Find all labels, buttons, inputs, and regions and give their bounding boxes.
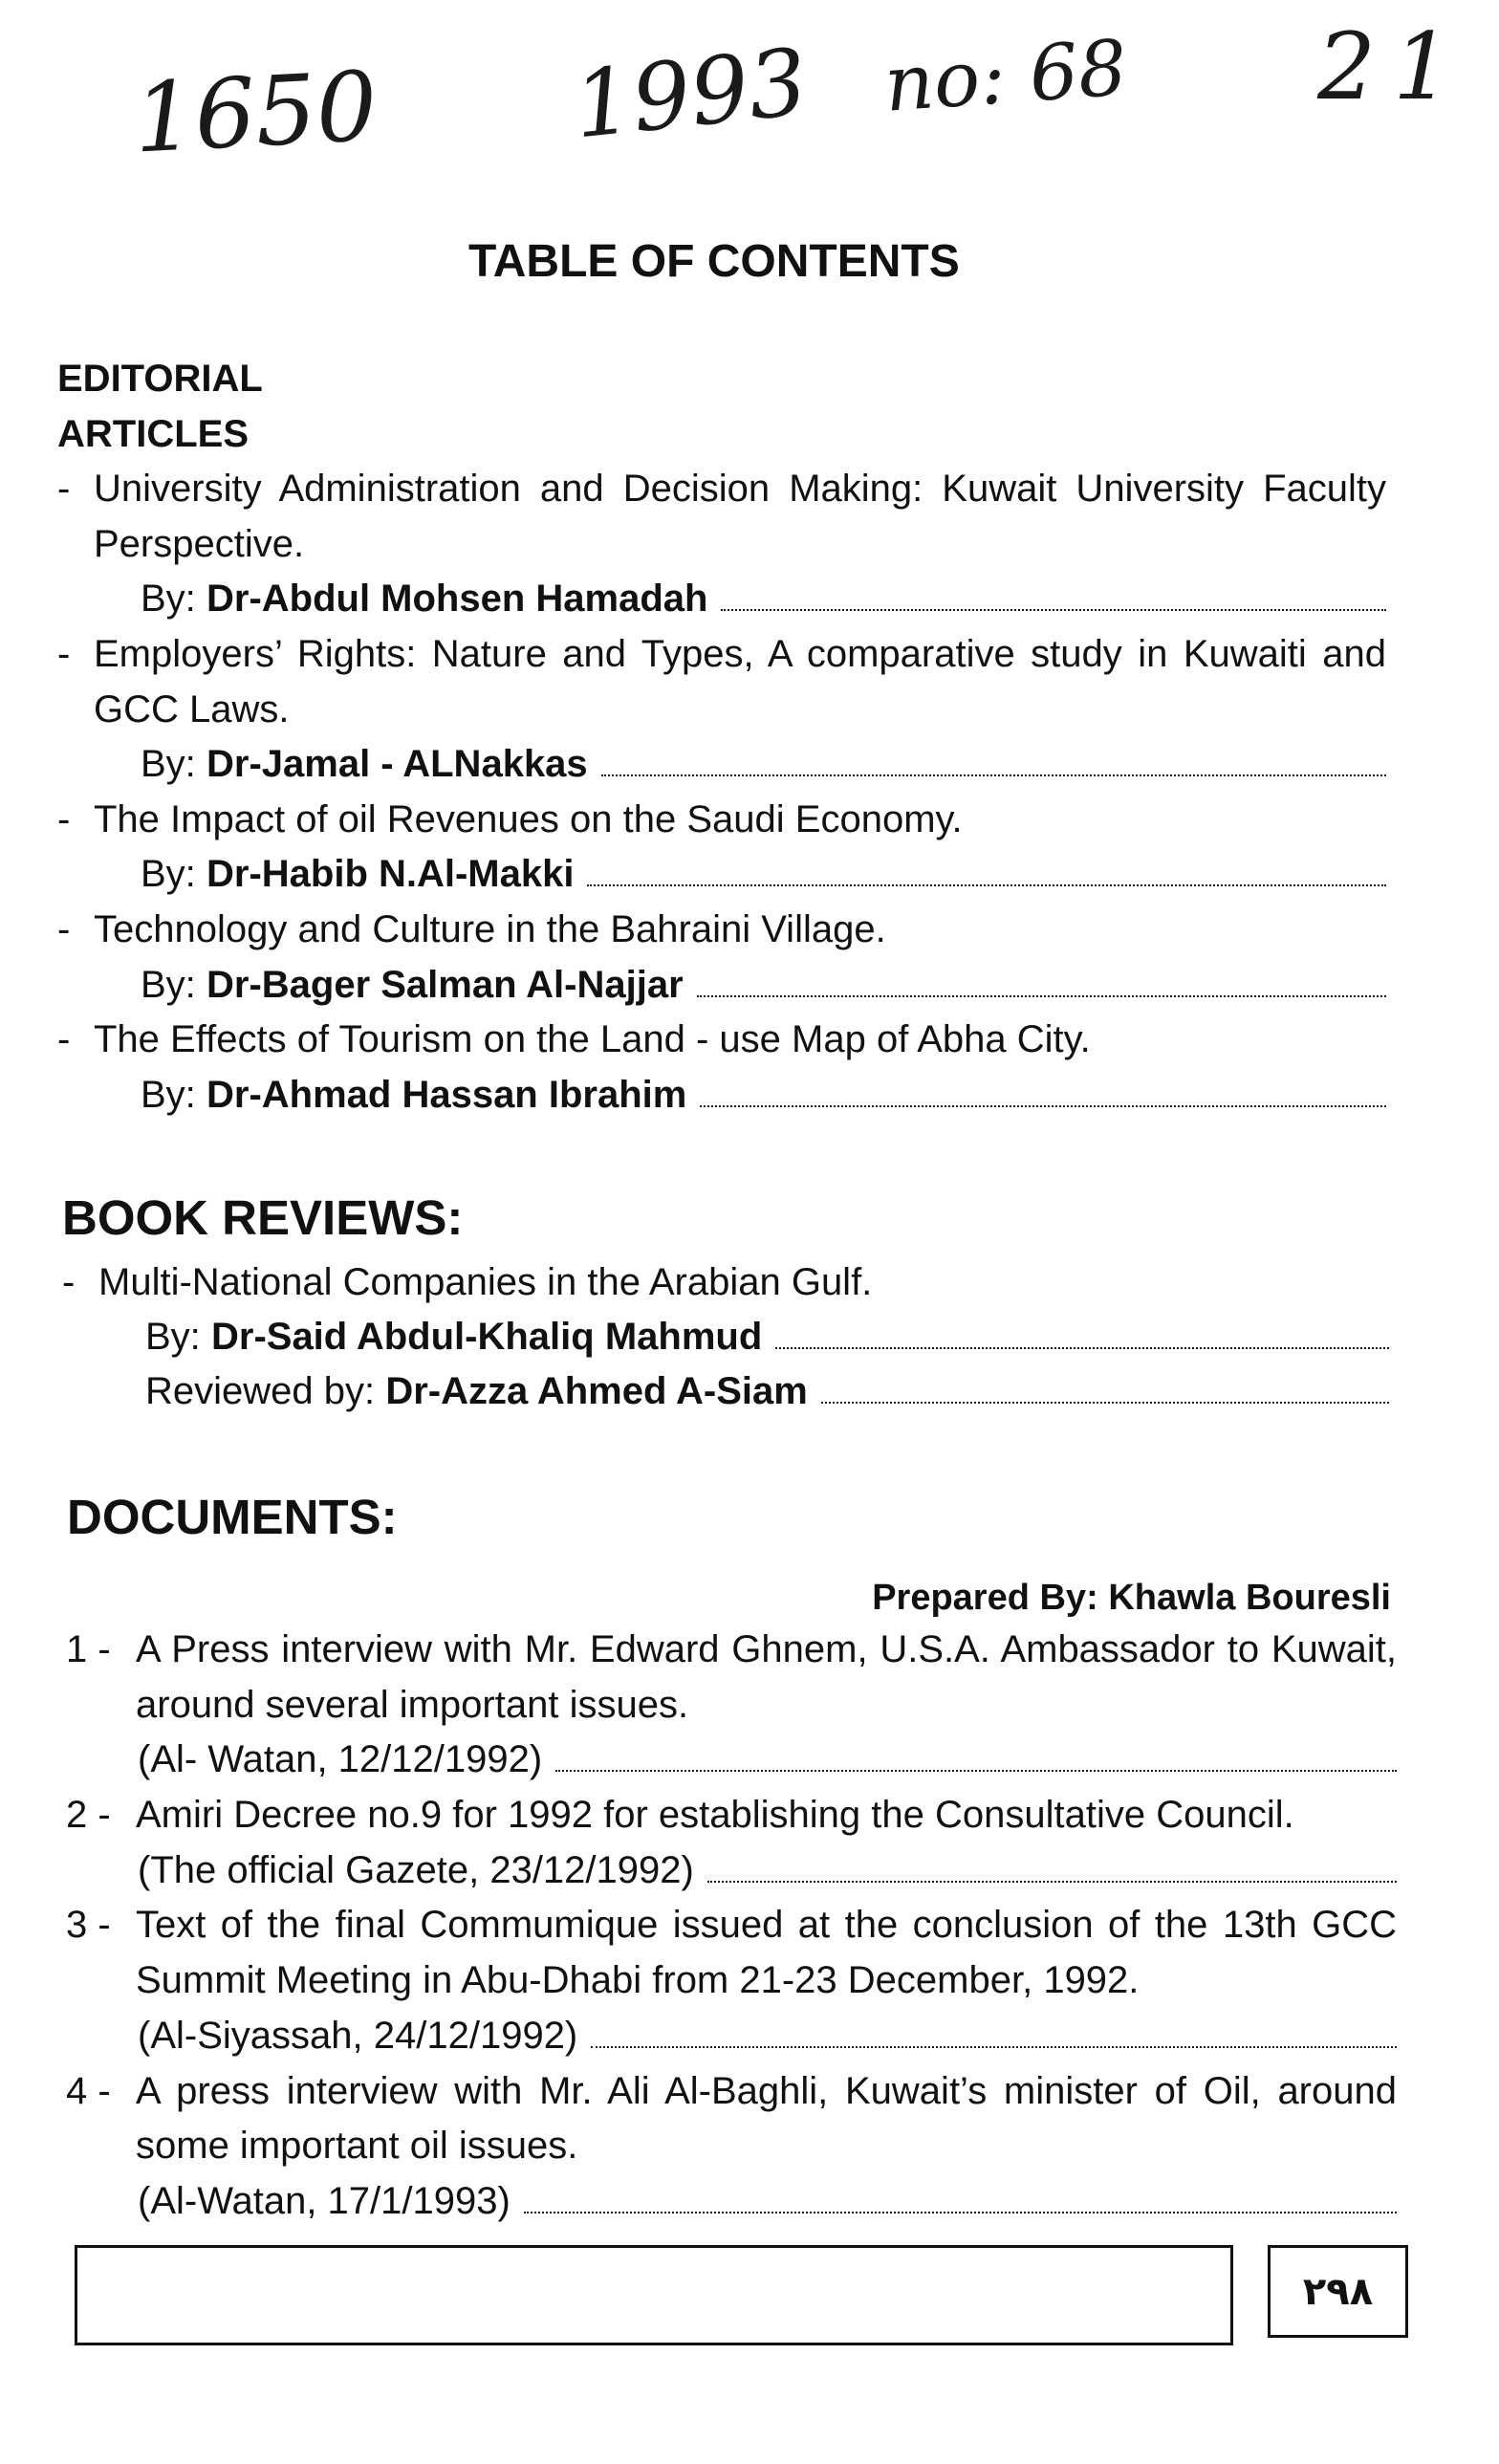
document-source: (Al-Siyassah, 24/12/1992) <box>138 2014 578 2057</box>
document-title: A Press interview with Mr. Edward Ghnem, U.S.A. Ambassador to Kuwait, <box>136 1628 1397 1670</box>
document-source: (Al- Watan, 12/12/1992) <box>138 1738 543 1781</box>
documents-heading: DOCUMENTS: <box>67 1490 398 1544</box>
author-name: Dr-Abdul Mohsen Hamadah <box>206 578 708 621</box>
dot-leader <box>524 2212 1397 2213</box>
article-title-line <box>57 1013 1386 1068</box>
dot-leader <box>775 1347 1389 1349</box>
page-number-box <box>1268 2245 1408 2338</box>
documents-section <box>66 1623 1397 2230</box>
dot-leader <box>587 884 1386 886</box>
article-entry <box>57 462 1386 627</box>
document-source-line <box>66 1733 1397 1788</box>
author-line <box>57 847 1386 903</box>
document-number: 3 - <box>66 1904 111 1947</box>
book-review-entry <box>62 1255 1389 1419</box>
article-entry <box>57 903 1386 1013</box>
document-entry <box>66 1898 1397 2063</box>
dot-leader <box>721 609 1386 611</box>
document-entry <box>66 1788 1397 1898</box>
article-title: Employers’ Rights: Nature and Types, A comparative study in Kuwaiti and <box>94 632 1386 675</box>
by-label: By: <box>145 1316 201 1358</box>
article-title-line <box>57 793 1386 848</box>
document-number: 2 - <box>66 1794 111 1837</box>
document-title-line <box>66 1788 1397 1843</box>
document-number: 1 - <box>66 1628 111 1670</box>
reviewer-line <box>62 1364 1389 1419</box>
reviewed-by-label: Reviewed by: <box>145 1370 376 1412</box>
document-number: 4 - <box>66 2069 111 2112</box>
dot-leader <box>555 1770 1397 1772</box>
book-title-line <box>62 1255 1389 1310</box>
articles-heading: ARTICLES <box>57 412 249 455</box>
article-title-line <box>57 627 1386 683</box>
list-dash: - <box>57 907 71 950</box>
document-title: A press interview with Mr. Ali Al-Baghli, Kuwait’s minister of Oil, around <box>136 2069 1397 2112</box>
document-source-line <box>66 2174 1397 2230</box>
document-title-line <box>66 1623 1397 1678</box>
by-label: By: <box>141 1073 196 1116</box>
article-entry <box>57 793 1386 903</box>
by-label: By: <box>141 743 196 786</box>
article-title: The Effects of Tourism on the Land - use Map of Abha City. <box>94 1018 1091 1061</box>
document-title-continuation: some important oil issues. <box>136 2125 578 2168</box>
article-title: University Administration and Decision Making: Kuwait University Faculty <box>94 468 1386 511</box>
dot-leader <box>601 774 1386 776</box>
handwritten-issue-number: no: 68 <box>881 23 1130 129</box>
author-name: Dr-Said Abdul-Khaliq Mahmud <box>210 1316 763 1358</box>
author-line <box>57 958 1386 1014</box>
article-title-line <box>57 462 1386 517</box>
author-name: Dr-Bager Salman Al-Najjar <box>206 963 684 1006</box>
author-line <box>62 1310 1389 1364</box>
dot-leader <box>700 1105 1386 1107</box>
dot-leader <box>707 1881 1397 1883</box>
book-reviews-heading: BOOK REVIEWS: <box>62 1190 464 1245</box>
by-label: By: <box>141 853 196 896</box>
article-title-continuation: Perspective. <box>94 522 305 565</box>
document-source: (Al-Watan, 17/1/1993) <box>138 2179 511 2222</box>
list-dash: - <box>57 797 71 840</box>
author-name: Dr-Habib N.Al-Makki <box>206 853 575 896</box>
editorial-heading: EDITORIAL <box>57 358 263 400</box>
author-line <box>57 572 1386 627</box>
document-entry <box>66 2064 1397 2230</box>
dot-leader <box>591 2046 1397 2048</box>
document-source: (The official Gazete, 23/12/1992) <box>138 1848 694 1891</box>
author-name: Dr-Jamal - ALNakkas <box>206 743 588 786</box>
document-source-line <box>66 1843 1397 1899</box>
author-name: Dr-Ahmad Hassan Ibrahim <box>206 1073 687 1116</box>
page-title: TABLE OF CONTENTS <box>468 236 960 287</box>
handwritten-year: 1993 <box>568 28 813 160</box>
by-label: By: <box>141 578 196 621</box>
book-title: Multi-National Companies in the Arabian Gulf. <box>98 1261 873 1303</box>
article-title: Technology and Culture in the Bahraini Village. <box>94 907 886 950</box>
document-entry <box>66 1623 1397 1788</box>
handwritten-corner-note: 21 <box>1317 13 1469 120</box>
document-title-continuation: around several important issues. <box>136 1683 689 1726</box>
dot-leader <box>821 1402 1389 1404</box>
article-title-line <box>57 903 1386 958</box>
list-dash: - <box>57 1018 71 1061</box>
document-title: Amiri Decree no.9 for 1992 for establishing the Consultative Council. <box>136 1794 1294 1837</box>
prepared-by-name: Khawla Bouresli <box>1108 1578 1391 1618</box>
footer-blank-box <box>75 2245 1233 2345</box>
document-title-line <box>66 2064 1397 2120</box>
articles-section <box>57 352 1386 1123</box>
list-dash: - <box>62 1261 76 1303</box>
page-number: ٢٩٨ <box>1302 2269 1374 2314</box>
author-line <box>57 737 1386 793</box>
document-source-line <box>66 2009 1397 2064</box>
by-label: By: <box>141 963 196 1006</box>
dot-leader <box>697 995 1386 997</box>
document-title-line <box>66 1898 1397 1953</box>
prepared-by-line <box>872 1570 1391 1625</box>
list-dash: - <box>57 632 71 675</box>
author-line <box>57 1068 1386 1123</box>
book-reviews-section <box>62 1255 1389 1419</box>
reviewer-name: Dr-Azza Ahmed A-Siam <box>385 1370 808 1412</box>
document-title: Text of the final Commumique issued at the conclusion of the 13th GCC <box>136 1904 1397 1947</box>
article-title: The Impact of oil Revenues on the Saudi Economy. <box>94 797 963 840</box>
article-entry <box>57 627 1386 793</box>
document-title-continuation: Summit Meeting in Abu-Dhabi from 21-23 December, 1992. <box>136 1959 1140 2002</box>
handwritten-accession-number: 1650 <box>131 50 380 175</box>
list-dash: - <box>57 468 71 511</box>
article-title-continuation: GCC Laws. <box>94 687 290 730</box>
prepared-by-label: Prepared By: <box>872 1578 1098 1618</box>
article-entry <box>57 1013 1386 1123</box>
